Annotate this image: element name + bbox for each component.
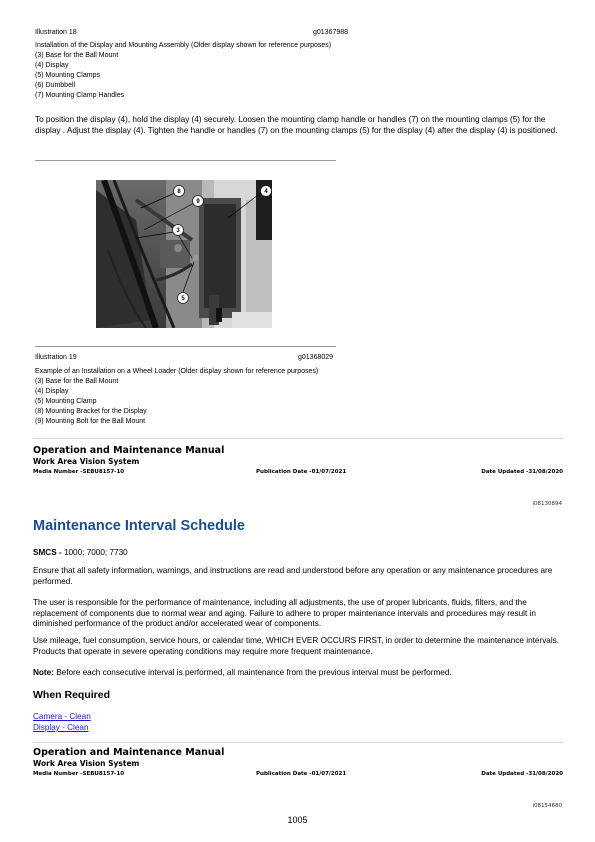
camera-clean-link[interactable]: Camera - Clean bbox=[33, 712, 91, 721]
footer-publication-date: Publication Date -01/07/2021 bbox=[256, 469, 347, 475]
illustration-18-label: Illustration 18 bbox=[35, 29, 77, 36]
smcs-codes bbox=[33, 548, 128, 559]
legend-item: (4) Display bbox=[35, 388, 69, 395]
document-id: i08130894 bbox=[532, 501, 562, 507]
legend-item: (7) Mounting Clamp Handles bbox=[35, 92, 125, 99]
footer-manual-title: Operation and Maintenance Manual bbox=[33, 445, 225, 456]
footer-rule bbox=[33, 742, 563, 743]
figure-top-rule bbox=[35, 160, 336, 161]
illustration-19-graphic-id: g01368029 bbox=[298, 354, 334, 361]
legend-item: (5) Mounting Clamp bbox=[35, 398, 97, 405]
illustration-19-caption: Example of an Installation on a Wheel Loader (Older display shown for reference purposes) bbox=[35, 368, 319, 375]
footer-system-name: Work Area Vision System bbox=[33, 759, 140, 768]
callout-3-label: 3 bbox=[176, 228, 180, 235]
footer-manual-title: Operation and Maintenance Manual bbox=[33, 747, 225, 758]
figure-bottom-rule bbox=[35, 346, 336, 347]
legend-item: (3) Base for the Ball Mount bbox=[35, 378, 119, 385]
page-number: 1005 bbox=[287, 815, 308, 825]
footer-publication-date: Publication Date -01/07/2021 bbox=[256, 771, 347, 777]
footer-media-number: Media Number -SEBU8157-10 bbox=[33, 469, 125, 475]
footer-media-number: Media Number -SEBU8157-10 bbox=[33, 771, 125, 777]
note-label: Note: bbox=[33, 668, 54, 677]
callout-9-label: 9 bbox=[196, 199, 200, 206]
when-required-heading: When Required bbox=[33, 689, 111, 701]
interval-paragraph: Use mileage, fuel consumption, service hours, or calendar time, WHICH EVER OCCURS FIRST, in order to determine the maintenance intervals. Products that operate in severe operating conditions may require more frequent maintenance. bbox=[33, 636, 560, 656]
position-paragraph: To position the display (4), hold the display (4) securely. Loosen the mounting clamp handle or handles (7) on the mounting clamps (5) for the display . Adjust the display (4). Tighten the handle or handles (7) on the mounting clamps (5) for the display (4) after the display (4) is positioned. bbox=[35, 115, 558, 135]
illustration-19-legend bbox=[35, 377, 147, 427]
legend-item: (6) Dumbbell bbox=[35, 82, 76, 89]
wheel-loader-photo bbox=[96, 180, 272, 328]
footer-system-name: Work Area Vision System bbox=[33, 457, 140, 466]
legend-item: (3) Base for the Ball Mount bbox=[35, 52, 119, 59]
legend-item: (5) Mounting Clamps bbox=[35, 72, 100, 79]
illustration-19-label: Illustration 19 bbox=[35, 354, 77, 361]
document-id: i08154680 bbox=[532, 803, 562, 809]
footer-date-updated: Date Updated -31/08/2020 bbox=[481, 469, 563, 475]
callout-8-label: 8 bbox=[177, 189, 181, 196]
legend-item: (8) Mounting Bracket for the Display bbox=[35, 408, 147, 415]
responsibility-paragraph: The user is responsible for the performance of maintenance, including all adjustments, the use of proper lubricants, fluids, filters, and the replacement of components due to normal wear and aging. Failure to adhere to proper maintenance intervals and procedures may result in diminished performance of the product and/or accelerated wear of components. bbox=[33, 598, 536, 629]
callout-4-label: 4 bbox=[264, 189, 268, 196]
display-clean-link[interactable]: Display - Clean bbox=[33, 723, 89, 732]
note-paragraph bbox=[33, 668, 561, 679]
illustration-18-legend bbox=[35, 51, 124, 101]
note-text: Before each consecutive interval is performed, all maintenance from the previous interval must be performed. bbox=[53, 668, 452, 677]
illustration-18-graphic-id: g01367988 bbox=[313, 29, 349, 36]
smcs-label: SMCS - bbox=[33, 548, 64, 557]
footer-date-updated: Date Updated -31/08/2020 bbox=[481, 771, 563, 777]
legend-item: (9) Mounting Bolt for the Ball Mount bbox=[35, 418, 146, 425]
callout-5-label: 5 bbox=[181, 296, 185, 303]
legend-item: (4) Display bbox=[35, 62, 69, 69]
smcs-value: 1000; 7000; 7730 bbox=[63, 548, 128, 557]
page-title: Maintenance Interval Schedule bbox=[33, 518, 245, 534]
safety-paragraph: Ensure that all safety information, warnings, and instructions are read and understood before any operation or any maintenance procedures are performed. bbox=[33, 566, 553, 586]
wheel-loader-photo-svg bbox=[96, 180, 272, 328]
illustration-18-caption: Installation of the Display and Mounting Assembly (Older display shown for reference purposes) bbox=[35, 42, 332, 49]
when-required-links bbox=[33, 711, 91, 733]
footer-rule bbox=[33, 438, 563, 439]
